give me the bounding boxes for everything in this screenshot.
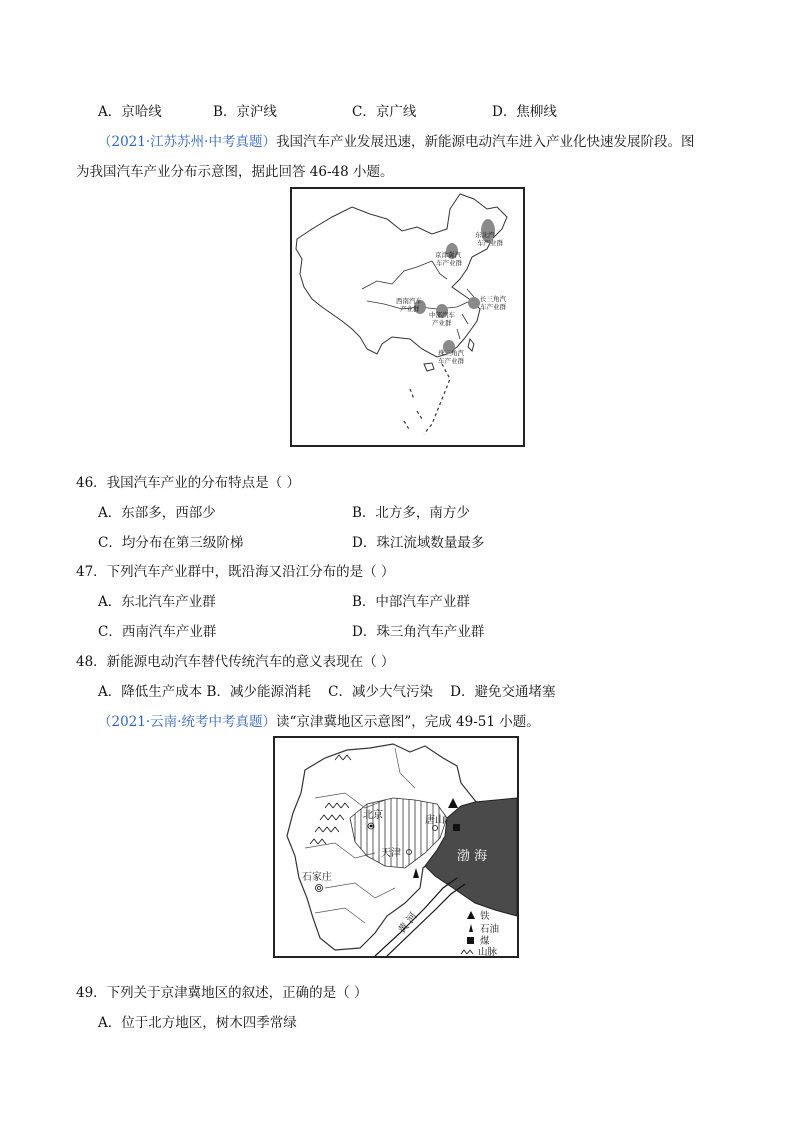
taiwan-island	[468, 339, 474, 351]
q45-option-d: D．焦柳线	[492, 104, 557, 120]
legend-coal: 煤	[480, 936, 490, 947]
label-southwest-1: 西南汽车	[396, 297, 422, 305]
q45-option-a: A．京哈线	[98, 104, 162, 120]
q49-stem: 49．下列关于京津冀地区的叙述，正确的是（ ）	[76, 985, 368, 1001]
label-northeast-2: 车产业群	[477, 239, 503, 247]
legend-oil: 石油	[480, 924, 500, 935]
city-shijiazhuang: 石家庄	[302, 872, 332, 883]
hainan-island	[424, 363, 434, 371]
q48-stem: 48．新能源电动汽车替代传统汽车的意义表现在（ ）	[76, 654, 395, 670]
legend-coal-icon	[467, 937, 474, 944]
q47-option-c: C．西南汽车产业群	[98, 624, 217, 640]
q46-option-d: D．珠江流域数量最多	[352, 535, 485, 551]
label-central-2: 产业群	[432, 319, 452, 327]
south-china-sea-line	[424, 364, 450, 434]
city-beijing: 北京	[363, 810, 383, 821]
legend-iron: 铁	[480, 911, 490, 922]
q47-option-a: A．东北汽车产业群	[98, 594, 216, 610]
cluster-yangtze	[468, 297, 480, 309]
jingjinji-region-map	[273, 736, 519, 958]
legend-mountain-icon	[461, 950, 473, 954]
label-yangtze-2: 车产业群	[480, 303, 506, 311]
jingjinji-map-svg	[275, 738, 517, 956]
q47-stem: 47．下列汽车产业群中，既沿海又沿江分布的是（ ）	[76, 564, 395, 580]
intro2-source: （2021·云南·统考中考真题）	[98, 714, 276, 730]
yellow-river	[362, 261, 447, 289]
legend-iron-icon	[467, 911, 475, 919]
intro2-text: 读“京津冀地区示意图”，完成 49-51 小题。	[275, 714, 540, 730]
label-prd-2: 车产业群	[438, 357, 464, 365]
intro1-line2: 为我国汽车产业分布示意图，据此回答 46-48 小题。	[76, 164, 394, 180]
legend-oil-icon	[469, 924, 473, 932]
map-legend	[461, 910, 500, 956]
china-outline	[296, 194, 507, 357]
china-map-svg	[292, 189, 523, 445]
intro1-line1	[98, 130, 694, 150]
south-sea-islands	[404, 389, 422, 431]
label-central-1: 中部汽车	[429, 311, 455, 319]
city-tianjin: 天津	[381, 848, 401, 859]
q46-option-a: A．东部多，西部少	[98, 505, 216, 521]
intro1-source: （2021·江苏苏州·中考真题）	[98, 134, 276, 150]
q48-options: A．降低生产成本 B．减少能源消耗 C．减少大气污染 D．避免交通堵塞	[98, 684, 556, 700]
label-yangtze-1: 长三角汽	[480, 295, 506, 303]
label-southwest-2: 产业群	[400, 305, 420, 313]
q46-option-b: B．北方多，南方少	[352, 505, 470, 521]
city-tangshan: 唐山	[425, 815, 445, 826]
q47-option-d: D．珠三角汽车产业群	[352, 624, 485, 640]
china-auto-industry-map	[290, 187, 525, 447]
label-prd-1: 珠三角汽	[438, 349, 464, 357]
river-label: 黄 河	[396, 910, 420, 936]
q46-option-c: C．均分布在第三级阶梯	[98, 535, 244, 551]
q47-option-b: B．中部汽车产业群	[352, 594, 470, 610]
intro2-line	[98, 710, 540, 730]
q49-option-a: A．位于北方地区，树木四季常绿	[98, 1015, 297, 1031]
label-jingjinji-1: 京津冀汽	[435, 251, 461, 259]
label-jingjinji-2: 车产业群	[436, 259, 462, 267]
q45-option-b: B．京沪线	[213, 104, 277, 120]
sea-label: 渤 海	[457, 849, 488, 864]
legend-mountain: 山脉	[478, 947, 498, 956]
label-northeast-1: 东北汽	[475, 231, 495, 239]
q46-stem: 46．我国汽车产业的分布特点是（ ）	[76, 475, 300, 491]
coal-symbol-map	[453, 824, 460, 831]
intro1-text: 我国汽车产业发展迅速，新能源电动汽车进入产业化快速发展阶段。图	[275, 134, 695, 150]
q45-option-c: C．京广线	[352, 104, 417, 120]
